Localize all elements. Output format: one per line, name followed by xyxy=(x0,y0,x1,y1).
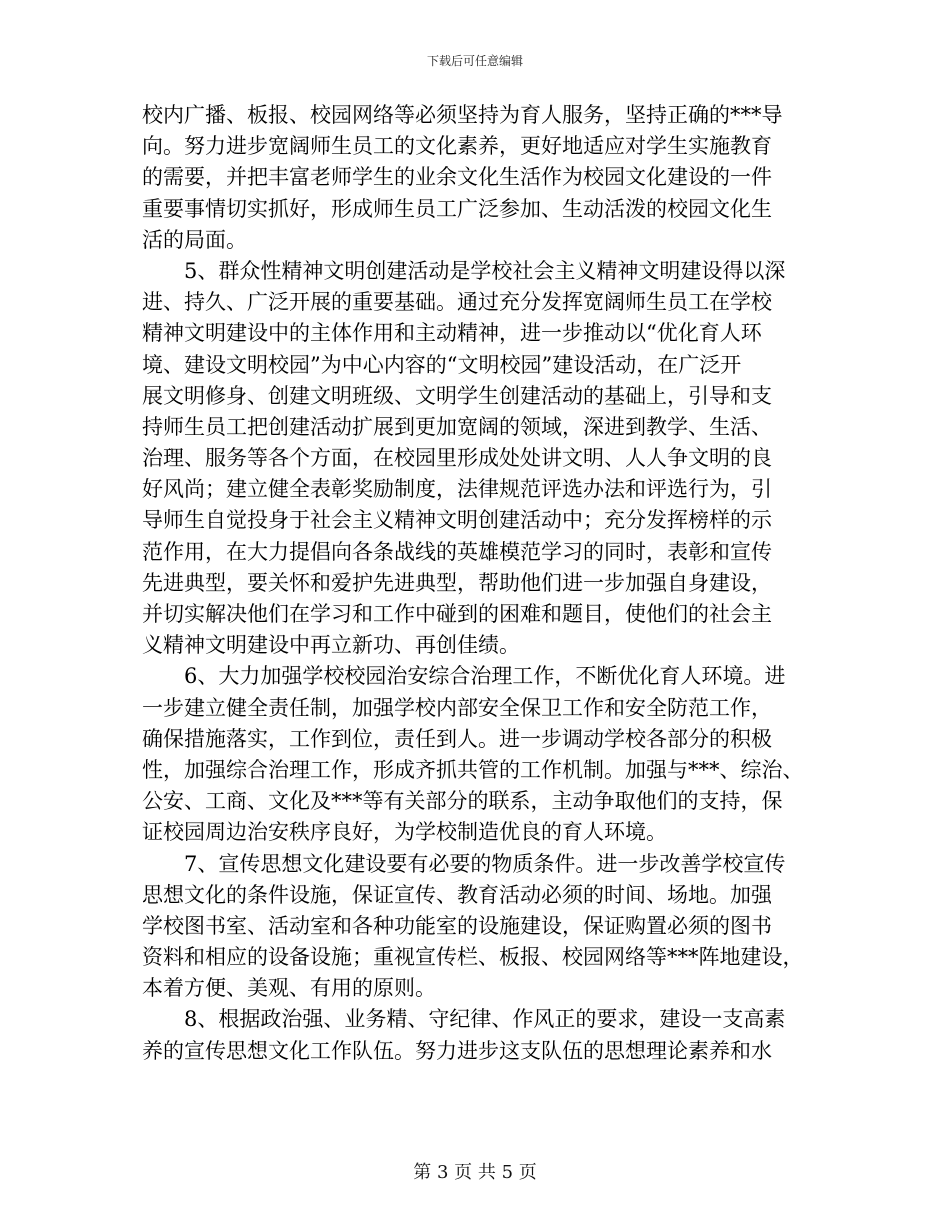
text-line: 精神文明建设中的主体作用和主动精神，进一步推动以“优化育人环 xyxy=(142,321,762,346)
text-line: 活的局面。 xyxy=(142,227,247,252)
text-line: 义精神文明建设中再立新功、再创佳绩。 xyxy=(142,633,520,658)
text-line: 向。努力进步宽阔师生员工的文化素养，更好地适应对学生实施教育 xyxy=(142,134,772,159)
text-line: 展文明修身、创建文明班级、文明学生创建活动的基础上，引导和支 xyxy=(142,383,772,408)
paragraph-item-8 xyxy=(142,1004,810,1066)
text-line: 重要事情切实抓好，形成师生员工广泛参加、生动活泼的校园文化生 xyxy=(142,196,772,221)
text-line: 一步建立健全责任制，加强学校内部安全保卫工作和安全防范工作， xyxy=(142,695,772,720)
text-line: 5、群众性精神文明创建活动是学校社会主义精神文明建设得以深 xyxy=(184,258,786,283)
text-line: 的需要，并把丰富老师学生的业余文化生活作为校园文化建设的一件 xyxy=(142,165,772,190)
text-line: 好风尚；建立健全表彰奖励制度，法律规范评选办法和评选行为，引 xyxy=(142,477,772,502)
text-line: 导师生自觉投身于社会主义精神文明创建活动中；充分发挥榜样的示 xyxy=(142,508,772,533)
paragraph-item-7 xyxy=(142,849,810,1005)
paragraph-continuation xyxy=(142,100,810,256)
text-line: 6、大力加强学校校园治安综合治理工作，不断优化育人环境。进 xyxy=(184,664,786,689)
text-line: 先进典型，要关怀和爱护先进典型，帮助他们进一步加强自身建设， xyxy=(142,570,772,595)
text-line: 8、根据政治强、业务精、守纪律、作风正的要求，建设一支高素 xyxy=(184,1007,786,1032)
text-line: 进、持久、广泛开展的重要基础。通过充分发挥宽阔师生员工在学校 xyxy=(142,290,772,315)
document-body xyxy=(142,100,810,1067)
text-line: 范作用，在大力提倡向各条战线的英雄模范学习的同时，表彰和宣传 xyxy=(142,539,772,564)
text-line: 治理、服务等各个方面，在校园里形成处处讲文明、人人争文明的良 xyxy=(142,446,772,471)
text-line: 思想文化的条件设施，保证宣传、教育活动必须的时间、场地。加强 xyxy=(142,882,772,907)
text-line: 校内广播、板报、校园网络等必须坚持为育人服务，坚持正确的***导 xyxy=(142,103,783,127)
text-line: 性，加强综合治理工作，形成齐抓共管的工作机制。加强与***、综治、 xyxy=(142,757,804,782)
text-line: 养的宣传思想文化工作队伍。努力进步这支队伍的思想理论素养和水 xyxy=(142,1038,772,1063)
text-line: 7、宣传思想文化建设要有必要的物质条件。进一步改善学校宣传 xyxy=(184,851,786,876)
text-line: 资料和相应的设备设施；重视宣传栏、板报、校园网络等***阵地建设， xyxy=(142,945,804,970)
paragraph-item-6 xyxy=(142,661,810,848)
text-line: 公安、工商、文化及***等有关部分的联系，主动争取他们的支持，保 xyxy=(142,789,783,814)
page-header: 下载后可任意编辑 xyxy=(426,54,523,68)
paragraph-item-5 xyxy=(142,256,810,661)
page-number-footer: 第 3 页 共 5 页 xyxy=(413,1162,537,1183)
text-line: 并切实解决他们在学习和工作中碰到的困难和题目，使他们的社会主 xyxy=(142,602,772,626)
text-line: 证校园周边治安秩序良好，为学校制造优良的育人环境。 xyxy=(142,820,667,845)
text-line: 持师生员工把创建活动扩展到更加宽阔的领域，深进到教学、生活、 xyxy=(142,414,772,439)
text-line: 本着方便、美观、有用的原则。 xyxy=(142,976,436,1001)
text-line: 确保措施落实，工作到位，责任到人。进一步调动学校各部分的积极 xyxy=(142,726,772,751)
text-line: 境、建设文明校园”为中心内容的“文明校园”建设活动，在广泛开 xyxy=(142,352,742,377)
text-line: 学校图书室、活动室和各种功能室的设施建设，保证购置必须的图书 xyxy=(142,913,772,938)
